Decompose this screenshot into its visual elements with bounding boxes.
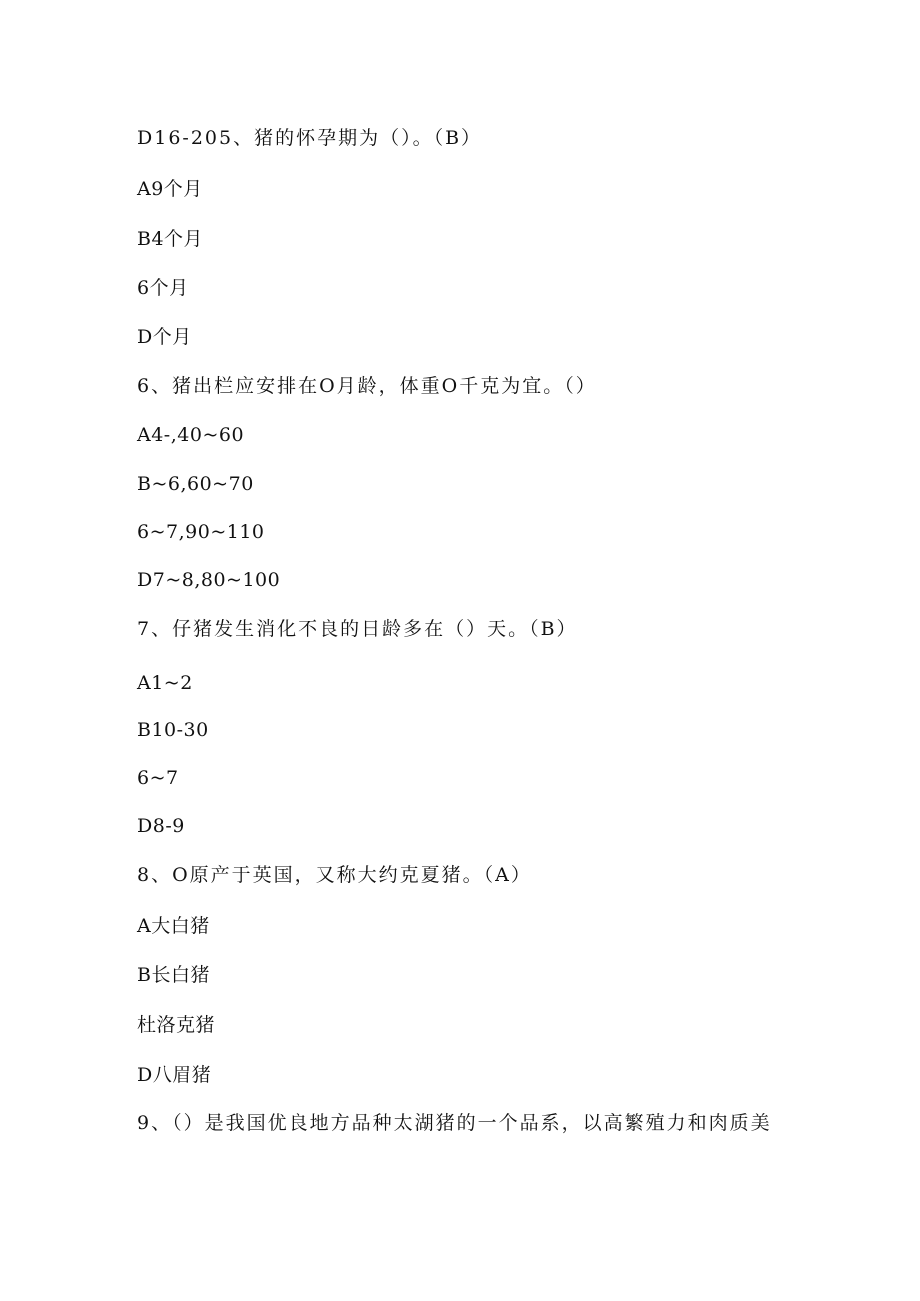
option-line: 6~7,90~110 [137, 521, 265, 543]
option-line: D个月 [137, 326, 192, 348]
option-line: B4个月 [137, 228, 204, 250]
option-line: D八眉猪 [137, 1064, 212, 1086]
option-line: D7~8,80~100 [137, 569, 281, 591]
option-line: A4-,40~60 [137, 424, 245, 446]
option-line: 6~7 [137, 767, 179, 789]
question-line: 7、仔猪发生消化不良的日龄多在（）天。（B） [137, 618, 578, 640]
question-line: 8、O原产于英国，又称大约克夏猪。（A） [137, 864, 532, 886]
option-line: B长白猪 [137, 964, 210, 986]
question-line: D16-205、猪的怀孕期为（）。（B） [137, 127, 483, 149]
question-line: 9、（）是我国优良地方品种太湖猪的一个品系，以高繁殖力和肉质美 [137, 1112, 772, 1134]
option-line: A9个月 [137, 178, 203, 200]
question-line: 6、猪出栏应安排在O月龄，体重O千克为宜。（） [137, 375, 597, 397]
option-line: B~6,60~70 [137, 473, 254, 495]
option-line: A1~2 [137, 672, 193, 694]
option-line: D8-9 [137, 815, 185, 837]
option-line: B10-30 [137, 719, 209, 741]
option-line: 6个月 [137, 277, 189, 299]
option-line: 杜洛克猪 [137, 1014, 216, 1036]
option-line: A大白猪 [137, 915, 210, 937]
